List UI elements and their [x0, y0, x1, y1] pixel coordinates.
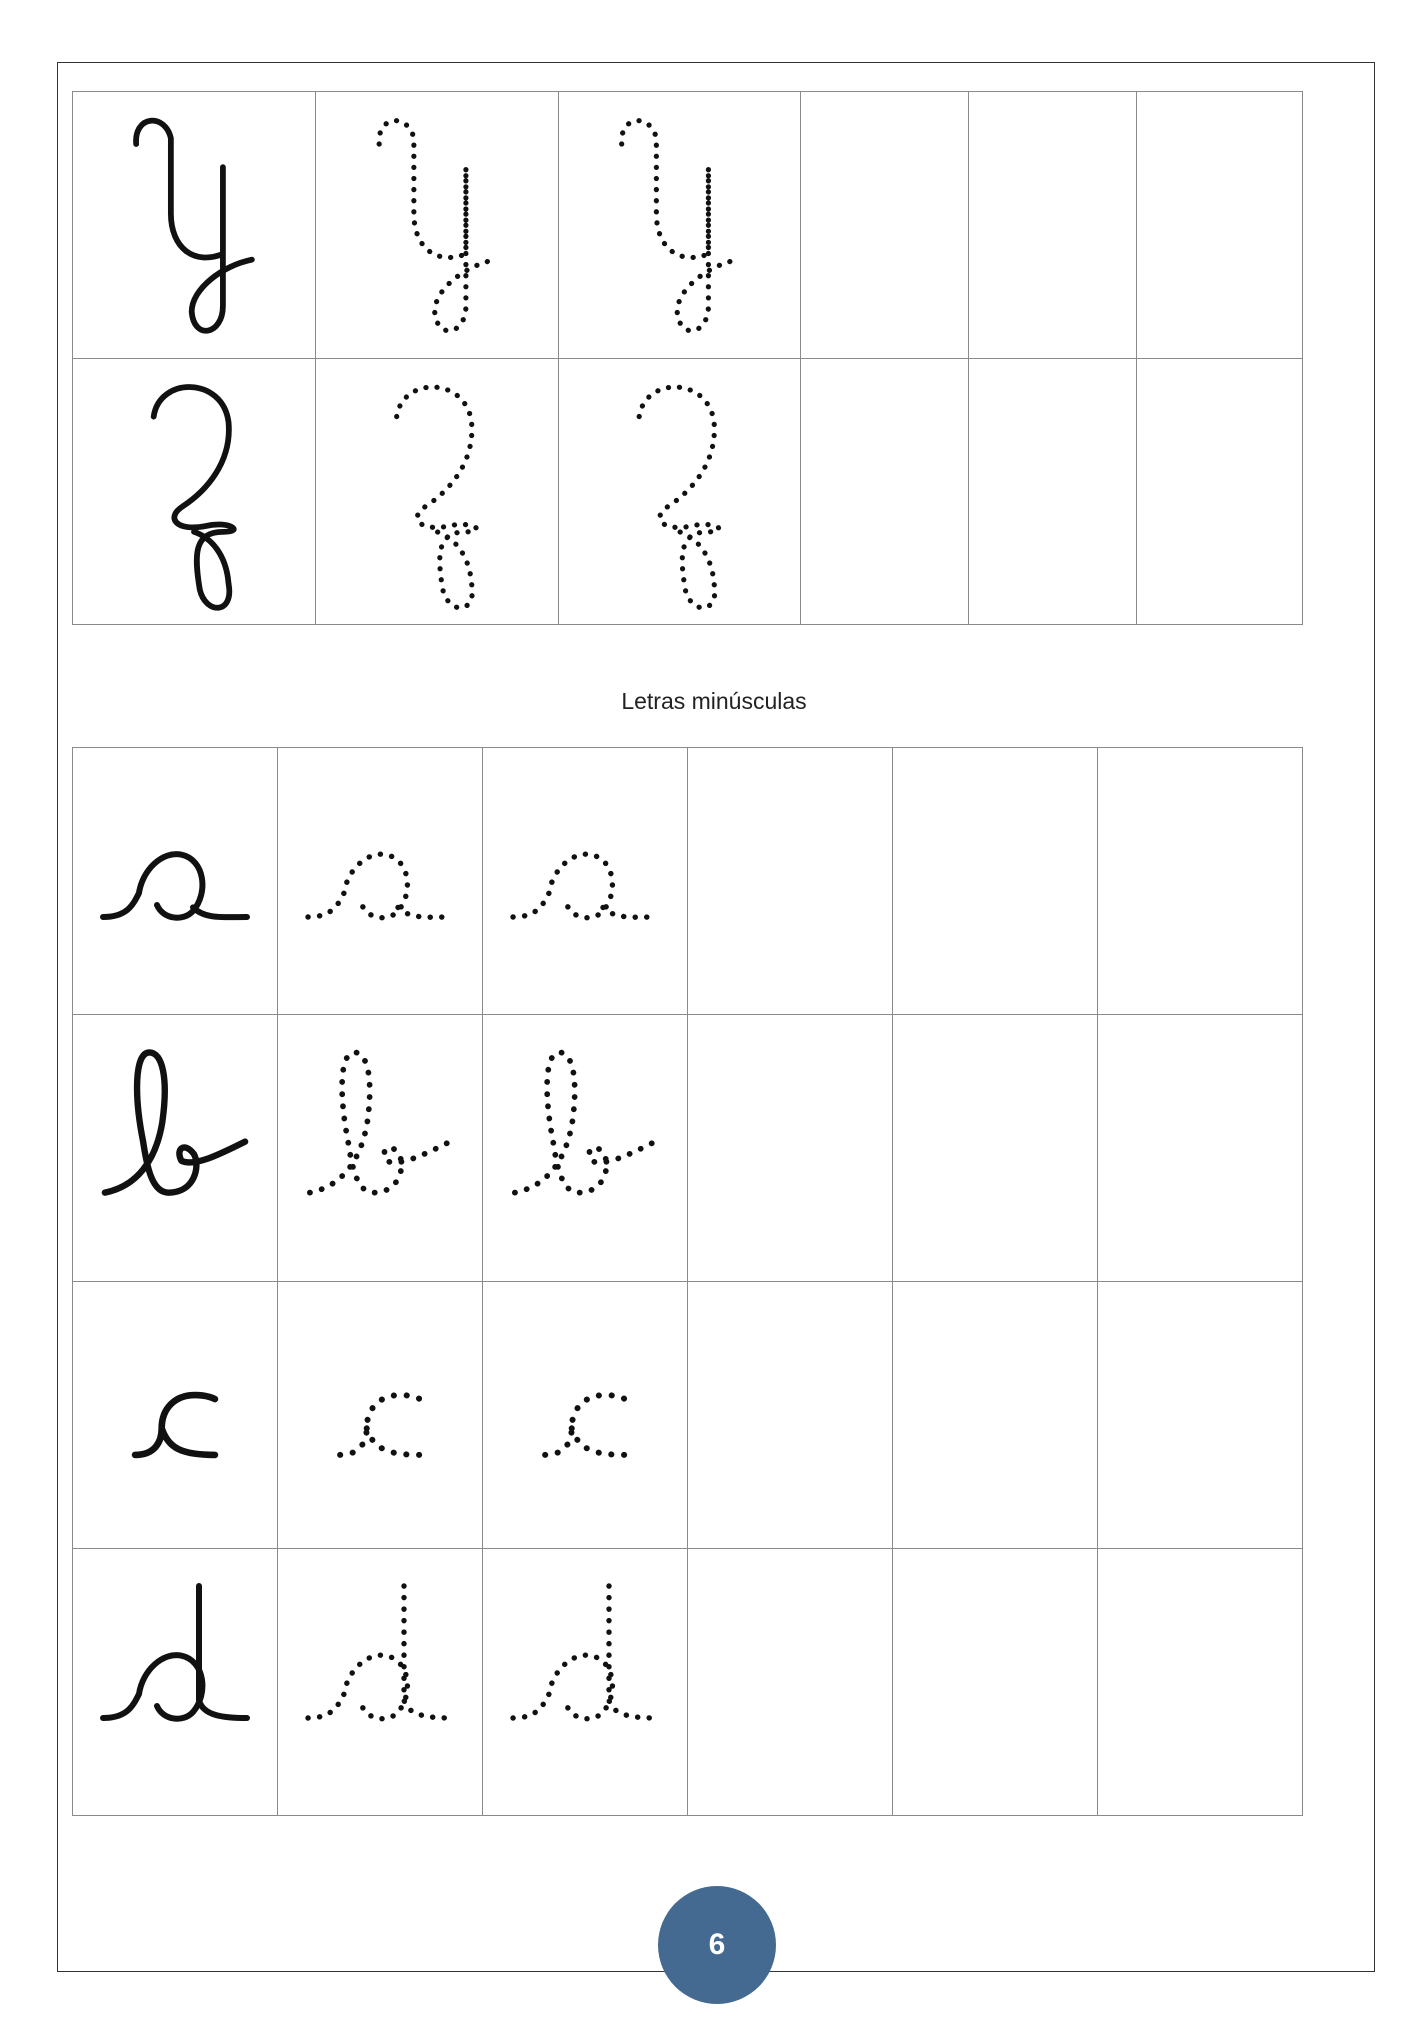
blank-writing-cell[interactable] — [688, 748, 893, 1015]
blank-writing-cell[interactable] — [1137, 359, 1303, 625]
model-letter-c — [73, 1282, 278, 1549]
traced-letter-Z — [559, 359, 801, 625]
practice-row-d — [73, 1549, 1303, 1816]
practice-row-a — [73, 748, 1303, 1015]
practice-row-c — [73, 1282, 1303, 1549]
blank-writing-cell[interactable] — [1098, 1015, 1303, 1282]
page-number-badge: 6 — [658, 1886, 776, 2004]
traced-letter-d — [483, 1549, 688, 1816]
traced-letter-Y — [316, 92, 559, 359]
blank-writing-cell[interactable] — [1137, 92, 1303, 359]
blank-writing-cell[interactable] — [969, 359, 1137, 625]
blank-writing-cell[interactable] — [688, 1282, 893, 1549]
practice-row-Y — [73, 92, 1303, 359]
blank-writing-cell[interactable] — [801, 359, 969, 625]
blank-writing-cell[interactable] — [893, 748, 1098, 1015]
blank-writing-cell[interactable] — [688, 1549, 893, 1816]
blank-writing-cell[interactable] — [969, 92, 1137, 359]
blank-writing-cell[interactable] — [801, 92, 969, 359]
practice-row-Z — [73, 359, 1303, 625]
section-title: Letras minúsculas — [621, 688, 807, 714]
traced-letter-a — [483, 748, 688, 1015]
blank-writing-cell[interactable] — [688, 1015, 893, 1282]
model-letter-d — [73, 1549, 278, 1816]
traced-letter-Z — [316, 359, 559, 625]
uppercase-practice-grid — [72, 91, 1303, 625]
blank-writing-cell[interactable] — [1098, 1549, 1303, 1816]
traced-letter-Y — [559, 92, 801, 359]
model-letter-a — [73, 748, 278, 1015]
practice-row-b — [73, 1015, 1303, 1282]
blank-writing-cell[interactable] — [893, 1282, 1098, 1549]
traced-letter-b — [278, 1015, 483, 1282]
blank-writing-cell[interactable] — [1098, 1282, 1303, 1549]
model-letter-Z — [73, 359, 316, 625]
traced-letter-c — [483, 1282, 688, 1549]
model-letter-b — [73, 1015, 278, 1282]
lowercase-practice-grid — [72, 747, 1303, 1816]
blank-writing-cell[interactable] — [1098, 748, 1303, 1015]
traced-letter-b — [483, 1015, 688, 1282]
traced-letter-d — [278, 1549, 483, 1816]
model-letter-Y — [73, 92, 316, 359]
traced-letter-c — [278, 1282, 483, 1549]
blank-writing-cell[interactable] — [893, 1549, 1098, 1816]
blank-writing-cell[interactable] — [893, 1015, 1098, 1282]
traced-letter-a — [278, 748, 483, 1015]
